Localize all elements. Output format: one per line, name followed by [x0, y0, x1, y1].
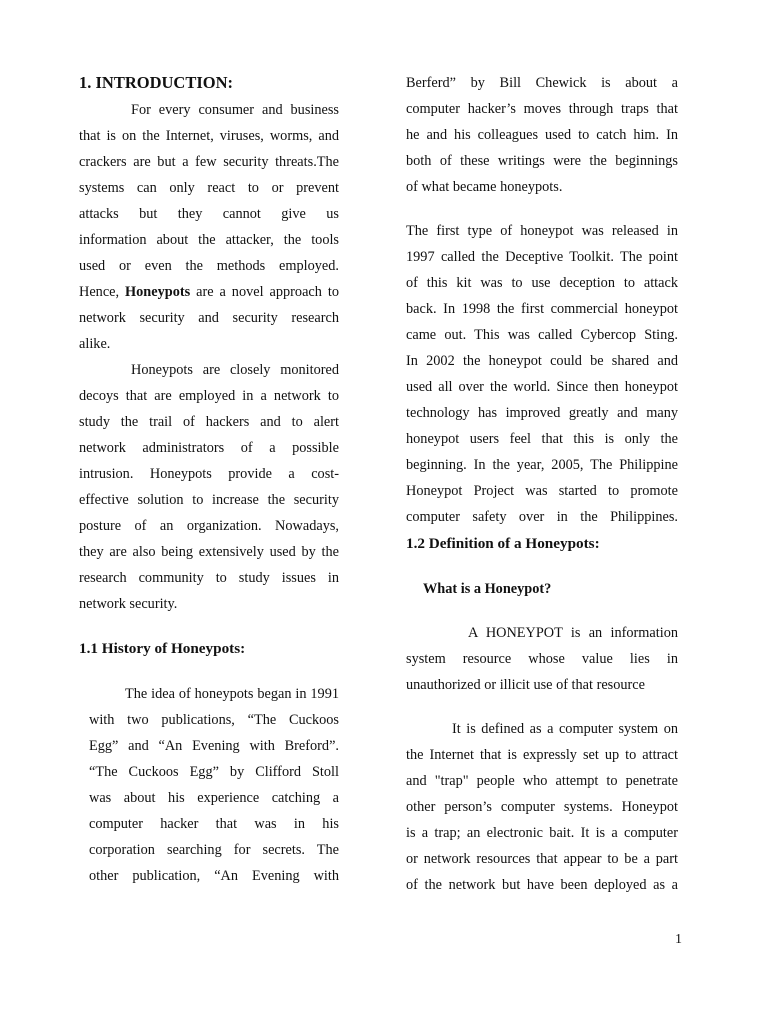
text-line: of the network but have been deployed as a — [406, 877, 678, 893]
text-line: technology has improved greatly and many — [406, 405, 678, 421]
text-line: decoys that are employed in a network to — [79, 388, 339, 404]
text-line: beginning. In the year, 2005, The Philippine — [406, 457, 678, 473]
text-line: information about the attacker, the tools — [79, 232, 339, 248]
text-line: he and his colleagues used to catch him. In — [406, 127, 678, 143]
text-line: other publication, “An Evening with — [89, 868, 339, 884]
text-line: Egg” and “An Evening with Breford”. — [89, 738, 339, 754]
text-line: network administrators of a possible — [79, 440, 339, 456]
section-heading-definition: 1.2 Definition of a Honeypots: — [406, 535, 600, 552]
text-line: the Internet that is expressly set up to attract — [406, 747, 678, 763]
text-line: system resource whose value lies in — [406, 651, 678, 667]
text-line: A HONEYPOT is an information — [468, 625, 678, 641]
text-line: The first type of honeypot was released in — [406, 223, 678, 239]
section-heading-introduction: 1. INTRODUCTION: — [79, 73, 234, 92]
text-line: intrusion. Honeypots provide a cost- — [79, 466, 339, 482]
text-line: of what became honeypots. — [406, 179, 563, 195]
text-line: alike. — [79, 336, 111, 352]
text-line: honeypot users feel that this is only the — [406, 431, 678, 447]
page-number: 1 — [675, 932, 682, 947]
text-fragment: Hence, — [79, 284, 126, 300]
text-line: both of these writings were the beginnings — [406, 153, 678, 169]
text-line: For every consumer and business — [131, 102, 339, 118]
text-line: research community to study issues in — [79, 570, 339, 586]
text-line: Honeypot Project was started to promote — [406, 483, 678, 499]
text-line-honeypots — [79, 283, 339, 301]
text-line: or network resources that appear to be a part — [406, 851, 678, 867]
text-line: corporation searching for secrets. The — [89, 842, 339, 858]
text-line: and "trap" people who attempt to penetrate — [406, 773, 678, 789]
text-line: “The Cuckoos Egg” by Clifford Stoll — [89, 764, 339, 780]
text-line: Honeypots are closely monitored — [131, 362, 339, 378]
text-line: came out. This was called Cybercop Sting. — [406, 327, 678, 343]
text-line: unauthorized or illicit use of that resource — [406, 677, 645, 693]
text-line: computer hacker that was in his — [89, 816, 339, 832]
text-line: crackers are but a few security threats.The — [79, 154, 339, 170]
text-line: they are also being extensively used by the — [79, 544, 339, 560]
text-line: systems can only react to or prevent — [79, 180, 339, 196]
text-line: is a trap; an electronic bait. It is a computer — [406, 825, 678, 841]
text-line: The idea of honeypots began in 1991 — [125, 686, 339, 702]
text-line: attacks but they cannot give us — [79, 206, 339, 222]
subheading-what-is-honeypot: What is a Honeypot? — [423, 581, 552, 597]
text-line: In 2002 the honeypot could be shared and — [406, 353, 678, 369]
text-line: posture of an organization. Nowadays, — [79, 518, 339, 534]
text-line: was about his experience catching a — [89, 790, 339, 806]
text-line: computer hacker’s moves through traps that — [406, 101, 678, 117]
text-line: computer safety over in the Philippines. — [406, 509, 678, 525]
text-line: Berferd” by Bill Chewick is about a — [406, 75, 678, 91]
text-line: 1997 called the Deceptive Toolkit. The point — [406, 249, 678, 265]
text-line: network security and security research — [79, 310, 339, 326]
text-line: network security. — [79, 596, 178, 612]
text-line: effective solution to increase the security — [79, 492, 339, 508]
text-line: back. In 1998 the first commercial honeypot — [406, 301, 678, 317]
text-line: It is defined as a computer system on — [452, 721, 678, 737]
text-line: with two publications, “The Cuckoos — [89, 712, 339, 728]
bold-term-honeypots: Honeypots — [125, 284, 191, 300]
text-line: used or even the methods employed. — [79, 258, 339, 274]
section-heading-history: 1.1 History of Honeypots: — [79, 640, 246, 657]
text-line: used all over the world. Since then honeypot — [406, 379, 678, 395]
text-line: that is on the Internet, viruses, worms, and — [79, 128, 339, 144]
text-line: other person’s computer systems. Honeypot — [406, 799, 678, 815]
text-fragment: are a novel approach to — [190, 284, 339, 300]
text-line: study the trail of hackers and to alert — [79, 414, 339, 430]
text-line: of this kit was to use deception to attack — [406, 275, 678, 291]
